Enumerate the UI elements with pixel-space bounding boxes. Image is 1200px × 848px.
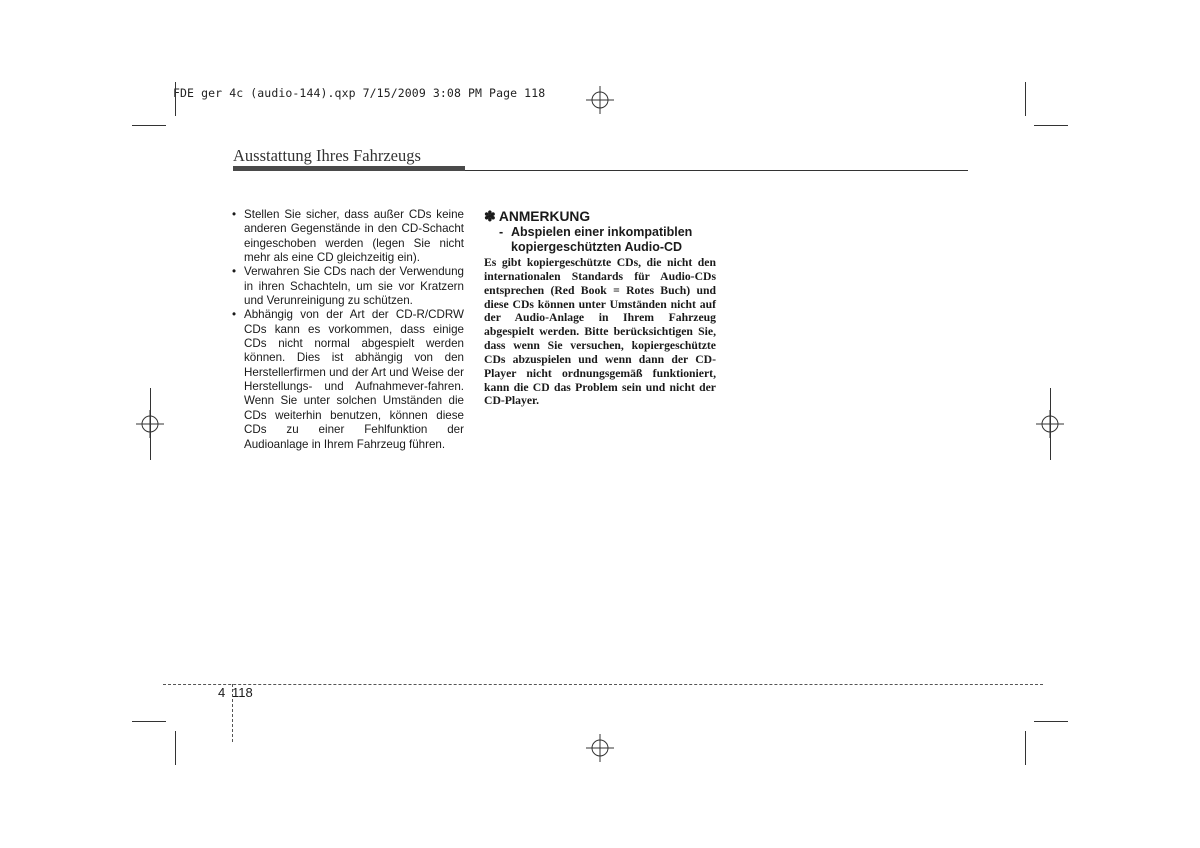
note-symbol-icon: ✽: [484, 209, 496, 224]
chapter-number: 4: [218, 685, 226, 700]
note-heading-text: ANMERKUNG: [498, 209, 591, 224]
page-number: [218, 685, 253, 700]
printer-slug: FDE ger 4c (audio-144).qxp 7/15/2009 3:08 PM Page 118: [173, 86, 546, 100]
registration-line: [150, 388, 151, 460]
bullet-list: [230, 208, 464, 452]
footer-rule: [163, 684, 1043, 685]
note-dash: -: [499, 225, 504, 239]
note-body: Es gibt kopiergeschützte CDs, die nicht den internationalen Standards für Audio-CDs entsprechen (Red Book = Rotes Buch) und diese CDs können unter Umständen nicht auf der Audio-Anlage in Ihrem Fahrzeug abgespielt werden. Bitte berücksichtigen Sie, dass wenn Sie versuchen, kopiergeschützte CDs abzuspielen und wenn dann der CD-Player nicht ordnungsgemäß funktioniert, kann die CD das Problem sein und nicht der CD-Player.: [484, 256, 716, 408]
note-subheading: [484, 225, 716, 255]
registration-line: [1050, 388, 1051, 460]
note-subheading-text: Abspielen einer inkompatiblen kopiergeschützten Audio-CD: [511, 225, 693, 254]
bullet-item: • Stellen Sie sicher, dass außer CDs keine anderen Gegenstände in den CD-Schacht eingeschoben werden (legen Sie nicht mehr als eine CD gleichzeitig ein).: [230, 208, 464, 265]
registration-mark-icon: [586, 734, 614, 762]
bullet-item: • Abhängig von der Art der CD-R/CDRW CDs kann es vorkommen, dass einige CDs nicht normal abgespielt werden können. Dies ist abhängig von den Herstellerfirmen und der Art und Weise der Herstellungs- und Aufnahmever-fahren. Wenn Sie unter solchen Umständen die CDs weiterhin benutzen, können diese CDs zu einer Fehlfunktion der Audioanlage in Ihrem Fahrzeug führen.: [230, 308, 464, 451]
title-rule-thin: [465, 170, 968, 171]
title-rule-thick: [233, 166, 465, 171]
left-column: [230, 208, 464, 452]
page-number-value: 118: [232, 685, 253, 700]
note-box: [484, 208, 716, 408]
bullet-item: • Verwahren Sie CDs nach der Verwendung in ihren Schachteln, um sie vor Kratzern und Verunreinigung zu schützen.: [230, 265, 464, 308]
section-title: Ausstattung Ihres Fahrzeugs: [233, 146, 421, 165]
registration-mark-icon: [586, 86, 614, 114]
note-heading: [484, 208, 716, 225]
